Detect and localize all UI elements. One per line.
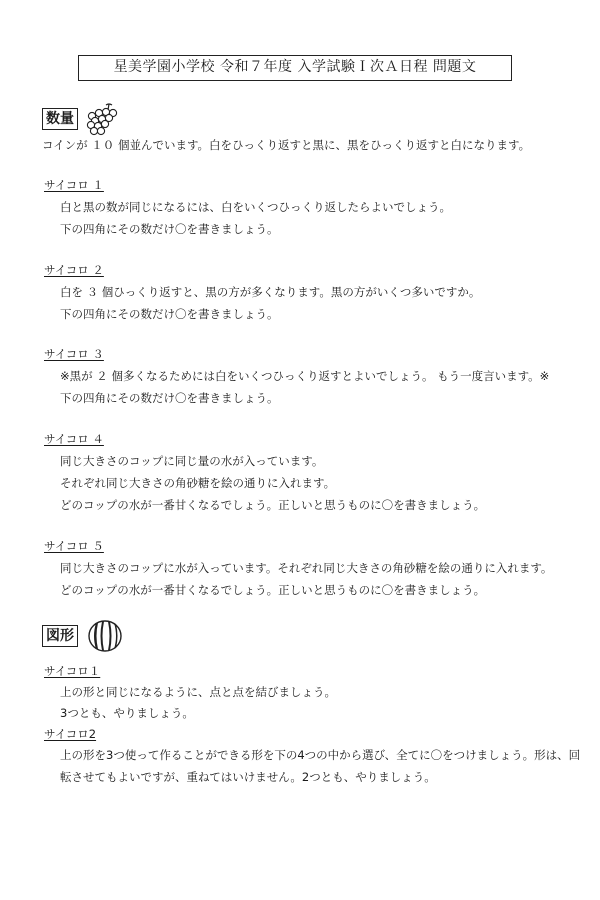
quantity-intro-text: コインが １０ 個並んでいます。白をひっくり返すと黒に、黒をひっくり返すと白になります。	[42, 138, 531, 152]
question-text: 上の形と同じになるように、点と点を結びましょう。	[60, 685, 336, 699]
watermelon-icon	[86, 619, 124, 653]
question-heading: サイコロ ４	[44, 432, 104, 446]
question-heading: サイコロ ３	[44, 347, 104, 361]
shapes-section-label: 図形	[42, 625, 78, 647]
shapes-section-header	[42, 619, 124, 653]
question-heading: サイコロ ５	[44, 539, 104, 553]
grapes-icon	[84, 102, 120, 136]
question-text: 3つとも、やりましょう。	[60, 706, 194, 720]
question-text: 白を ３ 個ひっくり返すと、黒の方が多くなります。黒の方がいくつ多いですか。	[60, 285, 481, 299]
question-text: 下の四角にその数だけ〇を書きましょう。	[60, 307, 279, 321]
question-text: 同じ大きさのコップに同じ量の水が入っています。	[60, 454, 324, 468]
question-heading: サイコロ １	[44, 178, 104, 192]
question-heading: サイコロ2	[44, 727, 97, 741]
question-text: 下の四角にその数だけ〇を書きましょう。	[60, 222, 279, 236]
question-heading: サイコロ ２	[44, 263, 104, 277]
question-text: どのコップの水が一番甘くなるでしょう。正しいと思うものに〇を書きましょう。	[60, 583, 486, 597]
question-text: ※黒が ２ 個多くなるためには白をいくつひっくり返すとよいでしょう。 もう一度言います。※	[60, 369, 550, 383]
question-heading: サイコロ１	[44, 664, 101, 678]
question-text: それぞれ同じ大きさの角砂糖を絵の通りに入れます。	[60, 476, 336, 490]
quantity-section-header	[42, 102, 120, 136]
question-text: 下の四角にその数だけ〇を書きましょう。	[60, 391, 279, 405]
document-title: 星美学園小学校 令和７年度 入学試験Ｉ次Ａ日程 問題文	[78, 55, 512, 81]
question-text: 上の形を3つ使って作ることができる形を下の4つの中から選び、全てに〇をつけましょう。形は、回	[60, 748, 581, 762]
question-text: 白と黒の数が同じになるには、白をいくつひっくり返したらよいでしょう。	[60, 200, 451, 214]
question-text: どのコップの水が一番甘くなるでしょう。正しいと思うものに〇を書きましょう。	[60, 498, 486, 512]
question-text: 転させてもよいですが、重ねてはいけません。2つとも、やりましょう。	[60, 770, 436, 784]
quantity-section-label: 数量	[42, 108, 78, 130]
question-text: 同じ大きさのコップに水が入っています。それぞれ同じ大きさの角砂糖を絵の通りに入れます。	[60, 561, 553, 575]
